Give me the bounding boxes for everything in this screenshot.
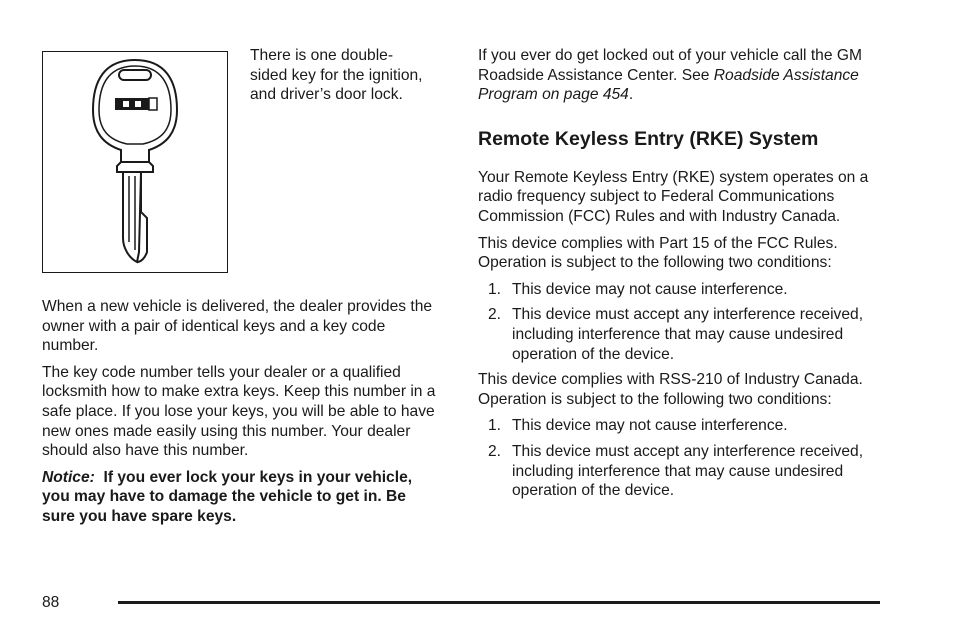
lockout-text: If you ever do get locked out of your vehicle call the GM Roadside Assistance Center. See [478,47,862,84]
notice-paragraph [42,468,442,527]
list-number: 2. [488,442,502,460]
fcc-conditions-list [478,280,898,364]
rss-paragraph: This device complies with RSS-210 of Industry Canada. Operation is subject to the following two conditions: [478,371,863,408]
page-number: 88 [42,594,60,611]
list-text: This device may not cause interference. [512,280,788,298]
footer-rule [118,601,880,604]
lockout-paragraph [478,46,898,105]
list-item [478,416,898,436]
section-heading: Remote Keyless Entry (RKE) System [478,127,819,150]
ignition-key-icon [43,52,226,271]
fcc-paragraph: This device complies with Part 15 of the FCC Rules. Operation is subject to the following two conditions: [478,234,838,272]
list-number: 1. [488,417,502,435]
lockout-end: . [628,86,634,104]
list-number: 1. [488,280,502,298]
list-item [478,280,898,300]
notice-label: Notice: [42,468,95,486]
key-caption: There is one double-sided key for the ignition, and driver’s door lock. [250,47,423,104]
rss-conditions-list [478,416,898,500]
roadside-reference: Roadside Assistance Program on page 454 [478,66,859,104]
list-text: This device must accept any interference received, including interference that may cause undesired operation of the device. [512,306,864,363]
right-column [478,46,898,507]
notice-text: If you ever lock your keys in your vehicle, you may have to damage the vehicle to get in. Be sure you have spare keys. [42,468,413,525]
key-code-paragraph: The key code number tells your dealer or a qualified locksmith how to make extra keys. Keep this number in a safe place. If you lose your keys, you will be able to have new ones made easily using this number. Your dealer should also have this number. [42,363,436,460]
list-text: This device must accept any interference received, including interference that may cause undesired operation of the device. [512,442,864,500]
delivery-paragraph: When a new vehicle is delivered, the dealer provides the owner with a pair of identical keys and a key code number. [42,298,433,355]
rke-paragraph: Your Remote Keyless Entry (RKE) system operates on a radio frequency subject to Federal Communications Commission (FCC) Rules and with Industry Canada. [478,168,869,225]
list-item [478,305,898,364]
list-number: 2. [488,306,502,324]
key-figure [42,51,228,273]
list-item [478,442,898,501]
left-column [42,297,442,534]
list-text: This device may not cause interference. [512,417,788,435]
